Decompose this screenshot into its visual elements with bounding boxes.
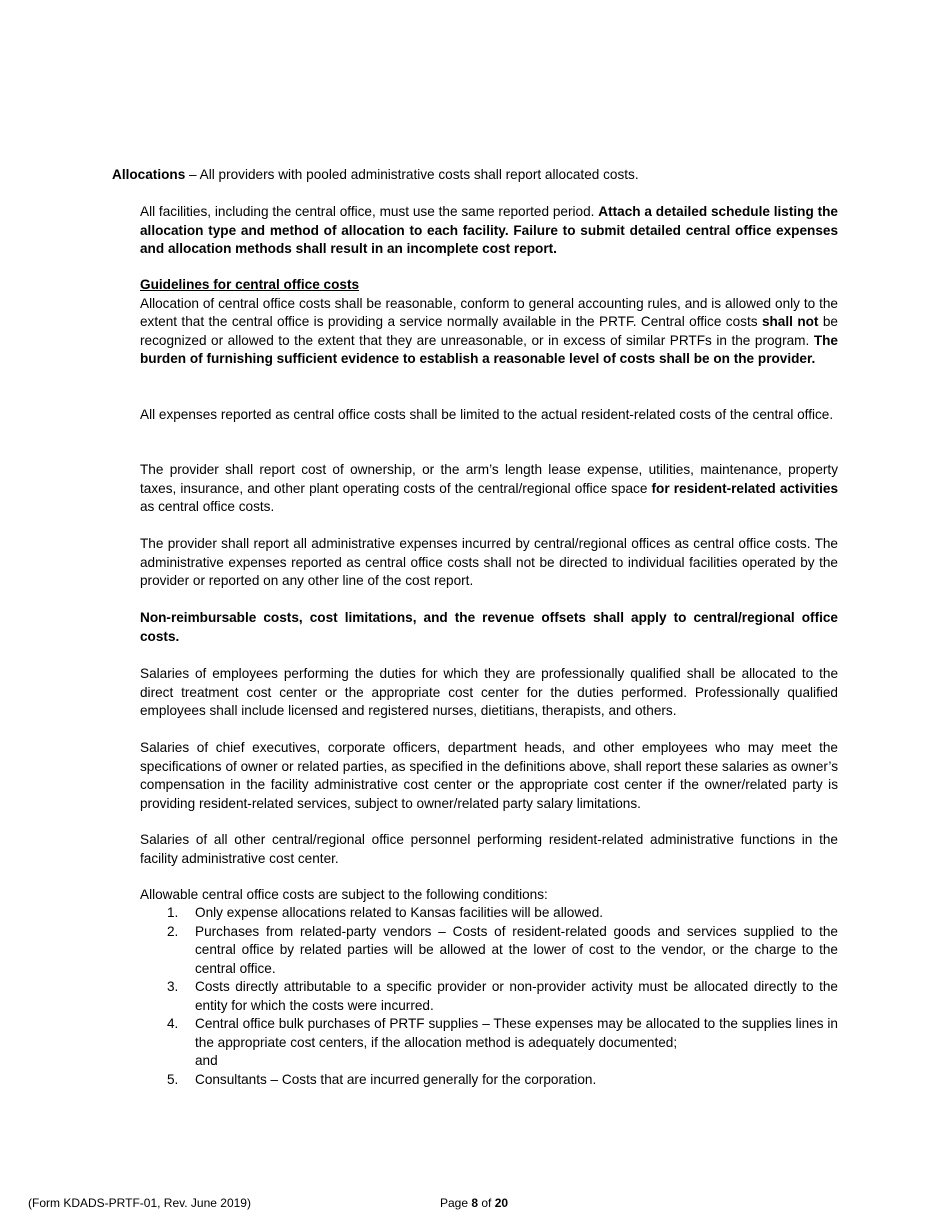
ownership-text-1: The provider shall report cost of ownership, or the arm’s length lease expense, utilities, maintenance, property taxes, insurance, and other plant operating costs of the central/regional office space	[140, 462, 838, 496]
ownership-costs-paragraph	[140, 461, 838, 517]
list-item-conjunction: and	[195, 1053, 218, 1068]
page-prefix: Page	[440, 1196, 472, 1210]
list-item-number: 1.	[167, 905, 179, 920]
administrative-expenses-paragraph: The provider shall report all administrative expenses incurred by central/regional offices as central office costs. The administrative expenses reported as central office costs shall not be directed to individual facilities operated by the provider or reported on any other line of the cost report.	[140, 536, 838, 588]
guidelines-text-2: be recognized or allowed to the extent that they are unreasonable, or in excess of similar PRTFs in the program.	[140, 314, 838, 348]
total-pages: 20	[494, 1196, 509, 1210]
list-item-text: Purchases from related-party vendors – Costs of resident-related goods and services supplied to the central office by related parties will be allowed at the lower of cost to the vendor, or the charge to the central office.	[195, 923, 838, 976]
list-item-text: Costs directly attributable to a specific provider or non-provider activity must be allocated directly to the entity for which the costs were incurred.	[195, 979, 838, 1013]
list-item	[140, 978, 838, 1015]
conditions-list	[140, 904, 838, 1089]
guidelines-heading: Guidelines for central office costs	[140, 277, 360, 292]
list-item	[140, 904, 838, 923]
resident-related-costs-paragraph: All expenses reported as central office costs shall be limited to the actual resident-related costs of the central office.	[140, 407, 834, 422]
list-item-number: 5.	[167, 1071, 179, 1087]
page-number	[440, 1195, 508, 1211]
executive-salaries-paragraph: Salaries of chief executives, corporate officers, department heads, and other employees who may meet the specifications of owner or related parties, as specified in the definitions above, shall report these salaries as owner’s compensation in the facility administrative cost center or the appropriate cost center if the owner/related party is providing resident-related services, subject to owner/related party salary limitations.	[140, 740, 838, 811]
ownership-text-2: as central office costs.	[140, 499, 275, 514]
list-item-text: Central office bulk purchases of PRTF supplies – These expenses may be allocated to the supplies lines in the appropriate cost centers, if the allocation method is adequately documented;	[195, 1016, 838, 1050]
allocations-heading: Allocations	[112, 167, 186, 182]
schedule-bold-text: Attach a detailed schedule listing the allocation type and method of allocation to each facility. Failure to submit detailed central office expenses and allocation methods shall result in an incomplete cost report.	[140, 204, 838, 256]
allocations-intro	[112, 166, 842, 185]
qualified-salaries-paragraph: Salaries of employees performing the duties for which they are professionally qualified shall be allocated to the direct treatment cost center or the appropriate cost center for the duties performed. Professionally qualified employees shall include licensed and registered nurses, dietitians, therapists, and others.	[140, 666, 838, 718]
allocations-intro-text: – All providers with pooled administrative costs shall report allocated costs.	[185, 167, 639, 182]
list-item-number: 4.	[167, 1016, 179, 1031]
list-item-text: Only expense allocations related to Kansas facilities will be allowed.	[195, 905, 604, 920]
form-identifier: (Form KDADS-PRTF-01, Rev. June 2019)	[28, 1196, 251, 1210]
guidelines-bold-2: The burden of furnishing sufficient evidence to establish a reasonable level of costs shall be on the provider.	[140, 332, 838, 366]
list-item-number: 2.	[167, 923, 179, 939]
schedule-paragraph	[140, 203, 838, 259]
conditions-lead: Allowable central office costs are subject to the following conditions:	[140, 887, 548, 902]
list-item	[140, 923, 838, 979]
ownership-bold: for resident-related activities	[651, 480, 838, 496]
list-item	[140, 1015, 838, 1071]
guidelines-bold-1: shall not	[761, 314, 819, 329]
page-of: of	[478, 1196, 495, 1210]
other-personnel-paragraph: Salaries of all other central/regional office personnel performing resident-related administrative functions in the facility administrative cost center.	[140, 832, 838, 866]
list-item	[140, 1071, 838, 1090]
schedule-text: All facilities, including the central office, must use the same reported period.	[140, 204, 599, 219]
list-item-number: 3.	[167, 979, 179, 994]
non-reimbursable-paragraph: Non-reimbursable costs, cost limitations, and the revenue offsets shall apply to central/regional office costs.	[140, 610, 838, 644]
current-page: 8	[471, 1196, 479, 1210]
guidelines-text-1: Allocation of central office costs shall be reasonable, conform to general accounting rules, and is allowed only to the extent that the central office is providing a service normally available in the PRTF. Central office costs	[140, 295, 838, 329]
list-item-text: Consultants – Costs that are incurred generally for the corporation.	[195, 1071, 597, 1087]
guidelines-section	[140, 276, 838, 369]
